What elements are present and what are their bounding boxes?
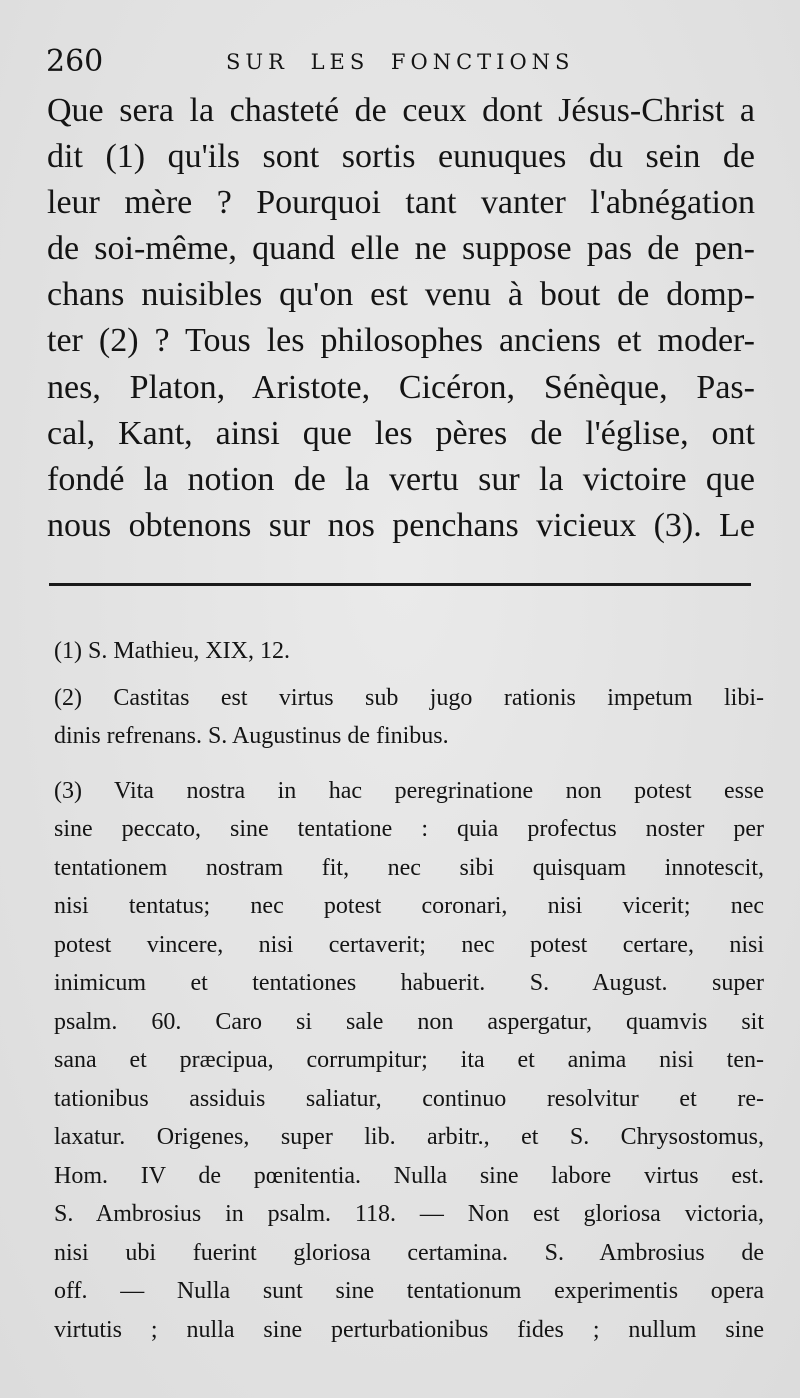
footnote-line: sine peccato, sine tentatione : quia profectus noster per [54, 816, 764, 842]
text-line: cal, Kant, ainsi que les pères de l'église, ont [47, 414, 755, 452]
text-line: Que sera la chasteté de ceux dont Jésus-Christ a [47, 92, 755, 129]
text-line: nes, Platon, Aristote, Cicéron, Sénèque, Pas- [47, 368, 755, 406]
text-line: dit (1) qu'ils sont sortis eunuques du sein de [47, 138, 755, 176]
text-line: nous obtenons sur nos penchans vicieux (3). Le [47, 506, 755, 544]
footnote-line: virtutis ; nulla sine perturbationibus fides ; nullum sine [54, 1316, 764, 1343]
page-number: 260 [46, 44, 104, 79]
footnote-line: laxatur. Origenes, super lib. arbitr., et S. Chrysostomus, [54, 1124, 764, 1150]
footnote-line: S. Ambrosius in psalm. 118. — Non est gloriosa victoria, [54, 1201, 764, 1227]
footnote-1 [54, 632, 764, 671]
footnote-line: psalm. 60. Caro si sale non aspergatur, quamvis sit [54, 1008, 764, 1035]
footnote-2 [54, 679, 764, 756]
footnote-separator-rule [49, 583, 751, 586]
footnote-line: (1) S. Mathieu, XIX, 12. [54, 638, 290, 664]
footnote-line: tentationem nostram fit, nec sibi quisquam innotescit, [54, 854, 764, 881]
text-line: de soi-même, quand elle ne suppose pas de pen- [47, 230, 755, 268]
footnote-line: sana et præcipua, corrumpitur; ita et anima nisi ten- [54, 1047, 764, 1073]
footnote-line: potest vincere, nisi certaverit; nec potest certare, nisi [54, 931, 764, 958]
footnote-line: tationibus assiduis saliatur, continuo resolvitur et re- [54, 1085, 764, 1112]
footnote-line: Hom. IV de pœnitentia. Nulla sine labore virtus est. [54, 1162, 764, 1189]
text-line: chans nuisibles qu'on est venu à bout de domp- [47, 276, 755, 314]
footnote-line: nisi ubi fuerint gloriosa certamina. S. Ambrosius de [54, 1239, 764, 1266]
footnote-line: (2) Castitas est virtus sub jugo rationis impetum libi- [54, 684, 764, 711]
text-line: ter (2) ? Tous les philosophes anciens et moder- [47, 322, 755, 360]
footnote-3 [54, 772, 764, 1350]
main-text [47, 88, 755, 549]
footnote-line: dinis refrenans. S. Augustinus de finibus. [54, 723, 449, 749]
footnotes [54, 632, 764, 1349]
footnote-line: (3) Vita nostra in hac peregrinatione non potest esse [54, 777, 764, 804]
page-header [46, 42, 756, 82]
footnote-line: inimicum et tentationes habuerit. S. August. super [54, 970, 764, 996]
footnote-line: nisi tentatus; nec potest coronari, nisi vicerit; nec [54, 893, 764, 919]
footnote-line: off. — Nulla sunt sine tentationum experimentis opera [54, 1278, 764, 1304]
text-line: fondé la notion de la vertu sur la victoire que [47, 460, 755, 498]
text-line: leur mère ? Pourquoi tant vanter l'abnégation [47, 184, 755, 222]
running-title: SUR LES FONCTIONS [226, 50, 575, 74]
